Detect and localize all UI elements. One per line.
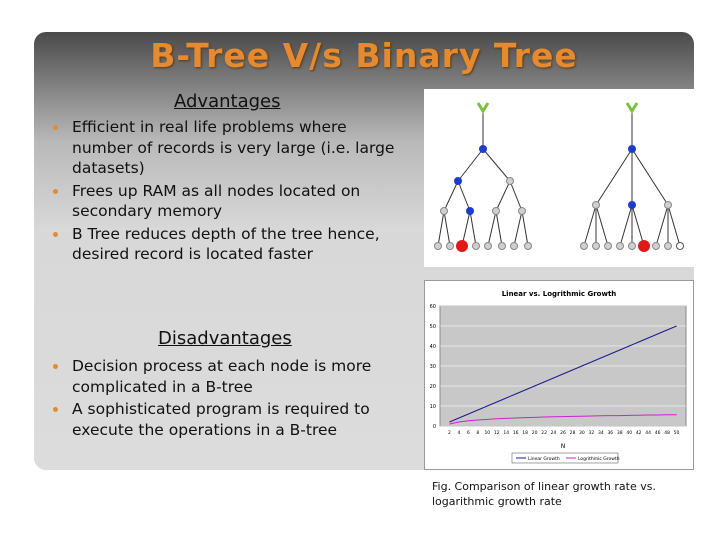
x-tick-label: 18 xyxy=(522,431,529,436)
tree-node xyxy=(628,201,636,209)
tree-leaf xyxy=(653,243,660,250)
x-tick-label: 4 xyxy=(457,431,461,436)
y-tick-label: 0 xyxy=(432,424,436,430)
tree-diagram-svg xyxy=(424,89,694,267)
disadvantages-list xyxy=(46,356,406,442)
x-tick-label: 22 xyxy=(541,431,547,436)
tree-leaf xyxy=(581,243,588,250)
tree-leaf xyxy=(473,243,480,250)
x-tick-label: 2 xyxy=(448,431,451,436)
target-leaf xyxy=(456,240,468,252)
tree-node xyxy=(454,177,462,185)
x-tick-label: 42 xyxy=(635,431,642,436)
bullet-icon xyxy=(53,189,58,194)
tree-node xyxy=(466,207,474,215)
growth-chart xyxy=(424,280,694,470)
tree-leaf xyxy=(617,243,624,250)
tree-node xyxy=(479,145,487,153)
x-tick-label: 32 xyxy=(588,431,595,436)
x-tick-label: 48 xyxy=(664,431,670,436)
tree-node xyxy=(507,178,514,185)
root-marker-icon xyxy=(627,103,637,111)
tree-leaf xyxy=(665,243,672,250)
tree-leaf xyxy=(447,243,454,250)
y-tick-label: 50 xyxy=(429,324,436,330)
x-tick-label: 16 xyxy=(512,431,519,436)
advantages-heading: Advantages xyxy=(174,91,281,112)
growth-chart-svg xyxy=(424,280,694,470)
disadvantages-heading: Disadvantages xyxy=(158,328,292,349)
x-tick-label: 10 xyxy=(484,431,491,436)
bullet-icon xyxy=(53,125,58,130)
bullet-icon xyxy=(53,364,58,369)
x-tick-label: 46 xyxy=(654,431,661,436)
disadvantage-text: A sophisticated program is required to execute the operations in a B-tree xyxy=(72,400,370,439)
x-tick-label: 28 xyxy=(569,431,576,436)
y-tick-label: 40 xyxy=(429,344,436,350)
advantage-text: Frees up RAM as all nodes located on secondary memory xyxy=(72,181,361,220)
list-item xyxy=(46,399,406,440)
bullet-icon xyxy=(53,407,58,412)
tree-node xyxy=(519,208,526,215)
x-tick-label: 44 xyxy=(645,431,652,436)
tree-leaf xyxy=(435,243,442,250)
tree-diagram xyxy=(424,89,694,267)
x-tick-label: 30 xyxy=(579,431,585,436)
x-tick-label: 12 xyxy=(493,431,500,436)
tree-leaf xyxy=(499,243,506,250)
x-tick-label: 38 xyxy=(616,431,623,436)
list-item xyxy=(46,117,406,179)
b-tree xyxy=(584,109,680,246)
binary-tree xyxy=(438,109,528,246)
target-leaf xyxy=(638,240,650,252)
tree-node xyxy=(593,202,600,209)
tree-leaf xyxy=(593,243,600,250)
advantages-list xyxy=(46,117,406,267)
x-tick-label: 20 xyxy=(531,431,538,436)
y-tick-label: 10 xyxy=(429,404,436,410)
tree-node xyxy=(441,208,448,215)
advantage-text: Efficient in real life problems where number of records is very large (i.e. large datasets) xyxy=(72,118,395,177)
list-item xyxy=(46,224,406,265)
tree-leaf xyxy=(511,243,518,250)
y-tick-label: 60 xyxy=(429,304,436,310)
tree-node xyxy=(665,202,672,209)
x-tick-label: 14 xyxy=(503,431,510,436)
legend-label: Logrithmic Growth xyxy=(578,457,620,462)
slide-title: B-Tree V/s Binary Tree xyxy=(150,36,578,75)
chart-title: Linear vs. Logrithmic Growth xyxy=(501,290,617,298)
tree-node xyxy=(493,208,500,215)
tree-leaf xyxy=(485,243,492,250)
tree-leaf xyxy=(629,243,636,250)
x-tick-label: 8 xyxy=(476,431,480,436)
x-axis-label: N xyxy=(560,443,566,450)
y-tick-label: 30 xyxy=(429,364,436,370)
x-tick-label: 50 xyxy=(673,431,680,436)
tree-leaf xyxy=(677,243,684,250)
x-tick-label: 34 xyxy=(597,431,604,436)
tree-node xyxy=(628,145,636,153)
x-tick-label: 26 xyxy=(560,431,566,436)
advantage-text: B Tree reduces depth of the tree hence, desired record is located faster xyxy=(72,224,380,263)
tree-leaf xyxy=(525,243,532,250)
disadvantage-text: Decision process at each node is more complicated in a B-tree xyxy=(72,357,372,396)
bullet-icon xyxy=(53,232,58,237)
x-tick-label: 6 xyxy=(466,431,470,436)
list-item xyxy=(46,356,406,397)
x-tick-label: 40 xyxy=(626,431,633,436)
legend-label: Linear Growth xyxy=(528,457,560,462)
list-item xyxy=(46,181,406,222)
figure-caption: Fig. Comparison of linear growth rate vs. logarithmic growth rate xyxy=(432,480,656,508)
x-tick-label: 36 xyxy=(607,431,614,436)
y-tick-label: 20 xyxy=(429,384,436,390)
root-marker-icon xyxy=(478,103,488,111)
x-tick-label: 24 xyxy=(550,431,557,436)
tree-leaf xyxy=(605,243,612,250)
chart-legend xyxy=(512,453,620,463)
